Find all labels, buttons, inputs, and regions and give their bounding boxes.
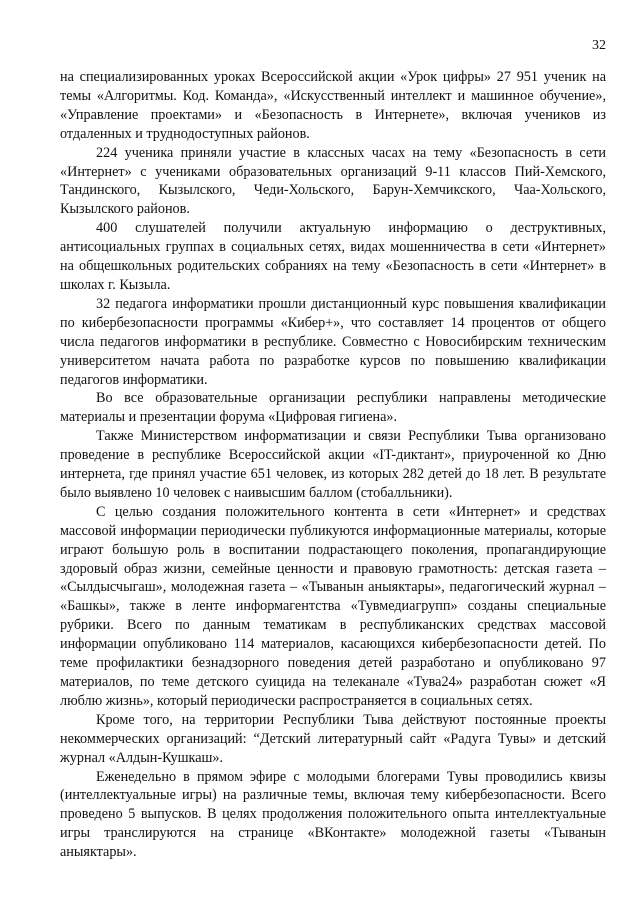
page-number: 32 [592,38,606,53]
paragraph-7: С целью создания положительного контента в сети «Интернет» и средствах массовой информации периодически публикуются информационные материалы, которые играют большую роль в воспитании подрастающего поколения, пропагандирующие здоровый образ жизни, семейные ценности и правовую грамотность: детская газета – «Сылдысчыгаш», молодежная газета – «Тыванын аныяктары», педагогический журнал – «Башкы», также в ленте информагентства «Тувмедиагрупп» созданы специальные рубрики. Всего по данным тематикам в республиканских средствах массовой информации опубликовано 114 материалов, касающихся кибербезопасности детей. По теме профилактики безнадзорного поведения детей разработано и опубликовано 97 материалов, по теме детского суицида на телеканале «Тува24» разработан сюжет «Я люблю жизнь», который периодически распространяется в социальных сетях. [60,503,606,709]
paragraph-1: на специализированных уроках Всероссийской акции «Урок цифры» 27 951 ученик на темы «Алгоритмы. Код. Команда», «Искусственный интеллект и машинное обучение», «Управление проектами» и «Безопасность в Интернете», включая учеников из отдаленных и труднодоступных районов. [60,69,606,142]
paragraph-3: 400 слушателей получили актуальную информацию о деструктивных, антисоциальных группах в социальных сетях, видах мошенничества в сети «Интернет» на общешкольных родительских собраниях на тему «Безопасность в сети «Интернет» в школах г. Кызыла. [60,220,606,293]
paragraph-5: Во все образовательные организации республики направлены методические материалы и презентации форума «Цифровая гигиена». [60,390,606,426]
paragraph-8: Кроме того, на территории Республики Тыва действуют постоянные проекты некоммерческих организаций: “Детский литературный сайт «Радуга Тувы» и детский журнал «Алдын-Кушкаш». [60,711,606,766]
paragraph-2: 224 ученика приняли участие в классных часах на тему «Безопасность в сети «Интернет» с учениками образовательных организаций 9-11 классов Пий-Хемского, Тандинского, Кызылского, Чеди-Хольского, Барун-Хемчикского, Чаа-Хольского, Кызылского районов. [60,144,606,218]
paragraph-4: 32 педагога информатики прошли дистанционный курс повышения квалификации по кибербезопасности программы «Кибер+», что составляет 14 процентов от общего числа педагогов информатики в республике. Совместно с Новосибирским техническим университетом начата работа по разработке курсов по повышению квалификации педагогов информатики. [60,295,606,388]
paragraph-6: Также Министерством информатизации и связи Республики Тыва организовано проведение в республике Всероссийской акции «IT-диктант», приуроченной ко Дню интернета, где принял участие 651 человек, из которых 282 детей до 18 лет. В результате было выявлено 10 человек с наивысшим баллом (стобалльники). [60,428,606,501]
document-body [60,68,606,862]
paragraph-9: Еженедельно в прямом эфире с молодыми блогерами Тувы проводились квизы (интеллектуальные игры) на различные темы, включая тему кибербезопасности. Всего проведено 5 выпусков. В целях продолжения положительного опыта интеллектуальные игры транслируются на странице «ВКонтакте» молодежной газеты «Тыванын аныяктары». [60,768,606,861]
